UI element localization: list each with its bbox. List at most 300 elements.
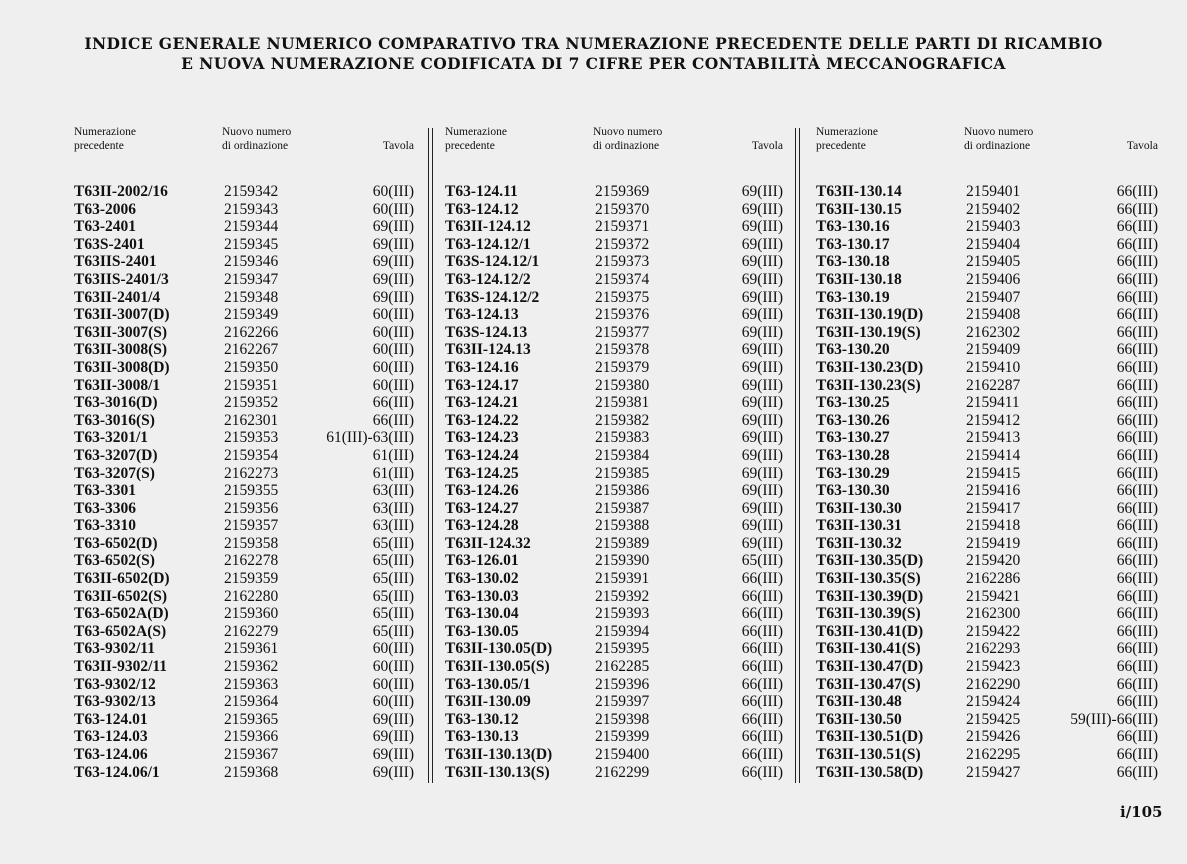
table-row	[816, 676, 1158, 694]
tavola-value: 66(III)	[741, 570, 783, 588]
new-order-number: 2162299	[595, 763, 650, 781]
previous-number: T63II-124.12	[445, 218, 531, 236]
tavola-value: 69(III)	[741, 464, 783, 482]
new-order-number: 2162267	[224, 341, 279, 359]
new-order-number: 2159386	[595, 482, 650, 500]
tavola-value: 69(III)	[741, 270, 783, 288]
tavola-value: 69(III)	[741, 446, 783, 464]
tavola-value: 69(III)	[741, 288, 783, 306]
tavola-value: 65(III)	[741, 552, 783, 570]
previous-number: T63II-130.39(D)	[816, 587, 924, 605]
table-row	[816, 465, 1158, 483]
tavola-value: 60(III)	[372, 376, 414, 394]
rows-column-3	[816, 183, 1158, 781]
previous-number: T63-124.03	[74, 728, 148, 746]
tavola-value: 66(III)	[1116, 358, 1158, 376]
table-row	[816, 658, 1158, 676]
previous-number: T63-124.01	[74, 710, 148, 728]
table-row	[445, 535, 783, 553]
tavola-value: 69(III)	[372, 288, 414, 306]
previous-number: T63S-124.12/1	[445, 253, 540, 271]
header-new-order-number: Nuovo numero di ordinazione	[222, 126, 292, 152]
tavola-value: 60(III)	[372, 358, 414, 376]
new-order-number: 2159427	[966, 763, 1021, 781]
table-row	[445, 218, 783, 236]
tavola-value: 66(III)	[1116, 464, 1158, 482]
previous-number: T63IIS-2401/3	[74, 270, 169, 288]
new-order-number: 2159410	[966, 358, 1021, 376]
table-row	[74, 306, 414, 324]
tavola-value: 66(III)	[1116, 218, 1158, 236]
new-order-number: 2159361	[224, 640, 279, 658]
table-row	[74, 236, 414, 254]
table-row	[445, 588, 783, 606]
previous-number: T63-130.26	[816, 411, 890, 429]
tavola-value: 65(III)	[372, 605, 414, 623]
previous-number: T63-124.13	[445, 306, 519, 324]
previous-number: T63-124.28	[445, 517, 519, 535]
table-row	[445, 658, 783, 676]
previous-number: T63-3301	[74, 482, 136, 500]
table-row	[445, 377, 783, 395]
table-row	[816, 359, 1158, 377]
previous-number: T63-3207(S)	[74, 464, 155, 482]
new-order-number: 2159384	[595, 446, 650, 464]
previous-number: T63II-130.19(D)	[816, 306, 924, 324]
table-row	[445, 517, 783, 535]
header-tavola: Tavola	[382, 140, 414, 152]
previous-number: T63II-130.09	[445, 693, 531, 711]
tavola-value: 60(III)	[372, 183, 414, 200]
table-row	[816, 623, 1158, 641]
new-order-number: 2162290	[966, 675, 1021, 693]
tavola-value: 69(III)	[741, 183, 783, 200]
tavola-value: 66(III)	[741, 640, 783, 658]
new-order-number: 2159359	[224, 570, 279, 588]
new-order-number: 2159342	[224, 183, 279, 200]
table-row	[74, 447, 414, 465]
table-row	[445, 570, 783, 588]
header-previous-numbering: Numerazione precedente	[445, 126, 507, 152]
table-row	[445, 500, 783, 518]
tavola-value: 60(III)	[372, 341, 414, 359]
page-number: i/105	[1120, 803, 1163, 821]
tavola-value: 66(III)	[741, 693, 783, 711]
previous-number: T63II-3007(D)	[74, 306, 170, 324]
table-row	[445, 640, 783, 658]
previous-number: T63II-130.48	[816, 693, 902, 711]
tavola-value: 66(III)	[741, 658, 783, 676]
tavola-value: 63(III)	[372, 482, 414, 500]
new-order-number: 2159375	[595, 288, 650, 306]
table-row	[816, 306, 1158, 324]
tavola-value: 66(III)	[1116, 341, 1158, 359]
new-order-number: 2159380	[595, 376, 650, 394]
header-new-order-number: Nuovo numero di ordinazione	[964, 126, 1034, 152]
header-tavola: Tavola	[1126, 140, 1158, 152]
previous-number: T63-126.01	[445, 552, 519, 570]
new-order-number: 2159388	[595, 517, 650, 535]
table-row	[74, 359, 414, 377]
tavola-value: 66(III)	[741, 763, 783, 781]
new-order-number: 2159387	[595, 499, 650, 517]
tavola-value: 69(III)	[741, 394, 783, 412]
previous-number: T63-3016(S)	[74, 411, 155, 429]
table-row	[74, 429, 414, 447]
tavola-value: 66(III)	[372, 411, 414, 429]
tavola-value: 66(III)	[1116, 323, 1158, 341]
tavola-value: 66(III)	[1116, 499, 1158, 517]
new-order-number: 2159352	[224, 394, 279, 412]
new-order-number: 2159404	[966, 235, 1021, 253]
rows-column-2	[445, 183, 783, 781]
rows-column-1	[74, 183, 414, 781]
tavola-value: 66(III)	[1116, 517, 1158, 535]
header-previous-numbering: Numerazione precedente	[74, 126, 136, 152]
table-row	[445, 676, 783, 694]
new-order-number: 2162285	[595, 658, 650, 676]
new-order-number: 2159377	[595, 323, 650, 341]
new-order-number: 2159383	[595, 429, 650, 447]
new-order-number: 2159389	[595, 534, 650, 552]
previous-number: T63II-130.13(D)	[445, 746, 553, 763]
table-row	[74, 623, 414, 641]
previous-number: T63II-9302/11	[74, 658, 168, 676]
new-order-number: 2159397	[595, 693, 650, 711]
table-row	[445, 746, 783, 764]
tavola-value: 66(III)	[1116, 482, 1158, 500]
new-order-number: 2159418	[966, 517, 1021, 535]
table-row	[74, 183, 414, 201]
previous-number: T63-124.22	[445, 411, 519, 429]
table-row	[816, 605, 1158, 623]
new-order-number: 2159358	[224, 534, 279, 552]
new-order-number: 2159347	[224, 270, 279, 288]
tavola-value: 66(III)	[1116, 640, 1158, 658]
new-order-number: 2159357	[224, 517, 279, 535]
tavola-value: 69(III)	[372, 710, 414, 728]
table-row	[445, 447, 783, 465]
tavola-value: 63(III)	[372, 517, 414, 535]
new-order-number: 2159381	[595, 394, 650, 412]
previous-number: T63-124.06/1	[74, 763, 160, 781]
previous-number: T63IIS-2401	[74, 253, 157, 271]
previous-number: T63-124.17	[445, 376, 519, 394]
previous-number: T63-130.29	[816, 464, 890, 482]
tavola-value: 60(III)	[372, 640, 414, 658]
table-row	[445, 359, 783, 377]
previous-number: T63-130.16	[816, 218, 890, 236]
tavola-value: 66(III)	[372, 394, 414, 412]
previous-number: T63II-130.51(D)	[816, 728, 924, 746]
tavola-value: 66(III)	[1116, 763, 1158, 781]
previous-number: T63II-130.41(D)	[816, 622, 924, 640]
tavola-value: 61(III)-63(III)	[326, 429, 414, 447]
previous-number: T63S-124.12/2	[445, 288, 540, 306]
previous-number: T63II-130.23(D)	[816, 358, 924, 376]
previous-number: T63II-2002/16	[74, 183, 168, 200]
previous-number: T63-124.12	[445, 200, 519, 218]
previous-number: T63-130.04	[445, 605, 519, 623]
tavola-value: 69(III)	[372, 270, 414, 288]
table-row	[816, 429, 1158, 447]
table-row	[816, 728, 1158, 746]
new-order-number: 2162286	[966, 570, 1021, 588]
previous-number: T63II-130.47(S)	[816, 675, 921, 693]
new-order-number: 2159412	[966, 411, 1021, 429]
table-row	[816, 201, 1158, 219]
tavola-value: 66(III)	[1116, 728, 1158, 746]
column-divider-1	[428, 128, 429, 783]
new-order-number: 2159426	[966, 728, 1021, 746]
new-order-number: 2159374	[595, 270, 650, 288]
new-order-number: 2159401	[966, 183, 1021, 200]
tavola-value: 66(III)	[1116, 570, 1158, 588]
table-row	[74, 588, 414, 606]
new-order-number: 2159373	[595, 253, 650, 271]
table-row	[816, 253, 1158, 271]
table-row	[445, 482, 783, 500]
previous-number: T63-124.21	[445, 394, 519, 412]
table-row	[74, 640, 414, 658]
new-order-number: 2159360	[224, 605, 279, 623]
previous-number: T63-3306	[74, 499, 136, 517]
previous-number: T63-124.27	[445, 499, 519, 517]
table-row	[445, 465, 783, 483]
tavola-value: 69(III)	[741, 218, 783, 236]
tavola-value: 66(III)	[1116, 693, 1158, 711]
previous-number: T63S-124.13	[445, 323, 528, 341]
table-row	[816, 552, 1158, 570]
tavola-value: 66(III)	[1116, 587, 1158, 605]
new-order-number: 2159416	[966, 482, 1021, 500]
previous-number: T63-6502A(S)	[74, 622, 167, 640]
tavola-value: 66(III)	[1116, 183, 1158, 200]
previous-number: T63-130.05	[445, 622, 519, 640]
tavola-value: 66(III)	[1116, 429, 1158, 447]
previous-number: T63-2006	[74, 200, 136, 218]
table-row	[445, 306, 783, 324]
new-order-number: 2159405	[966, 253, 1021, 271]
table-row	[74, 746, 414, 764]
new-order-number: 2159355	[224, 482, 279, 500]
previous-number: T63II-130.58(D)	[816, 763, 924, 781]
previous-number: T63-3207(D)	[74, 446, 158, 464]
tavola-value: 60(III)	[372, 693, 414, 711]
previous-number: T63II-130.47(D)	[816, 658, 924, 676]
table-row	[74, 552, 414, 570]
tavola-value: 66(III)	[1116, 411, 1158, 429]
new-order-number: 2159399	[595, 728, 650, 746]
table-row	[445, 341, 783, 359]
new-order-number: 2159396	[595, 675, 650, 693]
table-row	[445, 271, 783, 289]
table-row	[816, 289, 1158, 307]
new-order-number: 2159372	[595, 235, 650, 253]
previous-number: T63II-130.05(S)	[445, 658, 550, 676]
previous-number: T63-9302/13	[74, 693, 156, 711]
new-order-number: 2159343	[224, 200, 279, 218]
tavola-value: 66(III)	[1116, 306, 1158, 324]
tavola-value: 65(III)	[372, 570, 414, 588]
tavola-value: 66(III)	[741, 605, 783, 623]
table-row	[74, 693, 414, 711]
new-order-number: 2159379	[595, 358, 650, 376]
table-row	[816, 377, 1158, 395]
table-row	[816, 588, 1158, 606]
tavola-value: 69(III)	[741, 200, 783, 218]
table-row	[816, 271, 1158, 289]
new-order-number: 2159402	[966, 200, 1021, 218]
new-order-number: 2159376	[595, 306, 650, 324]
previous-number: T63II-130.18	[816, 270, 902, 288]
new-order-number: 2159398	[595, 710, 650, 728]
tavola-value: 66(III)	[741, 675, 783, 693]
document-title-line-2: E NUOVA NUMERAZIONE CODIFICATA DI 7 CIFRE PER CONTABILITÀ MECCANOGRAFICA	[181, 54, 1006, 73]
previous-number: T63-130.27	[816, 429, 890, 447]
tavola-value: 60(III)	[372, 658, 414, 676]
table-row	[445, 764, 783, 782]
previous-number: T63II-130.51(S)	[816, 746, 921, 763]
previous-number: T63-6502(D)	[74, 534, 158, 552]
tavola-value: 66(III)	[741, 746, 783, 763]
tavola-value: 66(III)	[1116, 270, 1158, 288]
table-row	[74, 728, 414, 746]
new-order-number: 2159394	[595, 622, 650, 640]
tavola-value: 60(III)	[372, 323, 414, 341]
previous-number: T63-130.17	[816, 235, 890, 253]
new-order-number: 2162266	[224, 323, 279, 341]
previous-number: T63II-130.35(S)	[816, 570, 921, 588]
table-row	[74, 658, 414, 676]
table-row	[816, 500, 1158, 518]
table-row	[816, 218, 1158, 236]
previous-number: T63II-3008(S)	[74, 341, 168, 359]
new-order-number: 2159356	[224, 499, 279, 517]
tavola-value: 65(III)	[372, 622, 414, 640]
previous-number: T63II-130.50	[816, 710, 902, 728]
previous-number: T63-124.06	[74, 746, 148, 763]
tavola-value: 69(III)	[741, 517, 783, 535]
new-order-number: 2159367	[224, 746, 279, 763]
table-row	[816, 412, 1158, 430]
previous-number: T63II-130.14	[816, 183, 902, 200]
previous-number: T63-130.03	[445, 587, 519, 605]
tavola-value: 66(III)	[1116, 675, 1158, 693]
previous-number: T63II-3008/1	[74, 376, 161, 394]
table-row	[445, 324, 783, 342]
previous-number: T63II-6502(D)	[74, 570, 170, 588]
tavola-value: 69(III)	[741, 534, 783, 552]
new-order-number: 2159370	[595, 200, 650, 218]
tavola-value: 69(III)	[372, 746, 414, 763]
tavola-value: 69(III)	[372, 253, 414, 271]
tavola-value: 66(III)	[741, 710, 783, 728]
table-row	[816, 640, 1158, 658]
new-order-number: 2159350	[224, 358, 279, 376]
previous-number: T63-124.23	[445, 429, 519, 447]
new-order-number: 2159392	[595, 587, 650, 605]
previous-number: T63II-130.23(S)	[816, 376, 921, 394]
previous-number: T63-124.16	[445, 358, 519, 376]
table-row	[445, 429, 783, 447]
new-order-number: 2159421	[966, 587, 1021, 605]
new-order-number: 2159363	[224, 675, 279, 693]
tavola-value: 66(III)	[1116, 746, 1158, 763]
table-row	[816, 764, 1158, 782]
tavola-value: 66(III)	[1116, 658, 1158, 676]
new-order-number: 2159369	[595, 183, 650, 200]
tavola-value: 66(III)	[741, 622, 783, 640]
tavola-value: 69(III)	[741, 411, 783, 429]
previous-number: T63II-130.05(D)	[445, 640, 553, 658]
tavola-value: 69(III)	[741, 253, 783, 271]
previous-number: T63-3201/1	[74, 429, 149, 447]
new-order-number: 2159407	[966, 288, 1021, 306]
previous-number: T63II-3007(S)	[74, 323, 168, 341]
table-row	[445, 236, 783, 254]
new-order-number: 2159371	[595, 218, 650, 236]
previous-number: T63-130.28	[816, 446, 890, 464]
new-order-number: 2162287	[966, 376, 1021, 394]
table-row	[445, 412, 783, 430]
previous-number: T63II-130.41(S)	[816, 640, 921, 658]
table-row	[445, 623, 783, 641]
table-row	[74, 676, 414, 694]
new-order-number: 2162280	[224, 587, 279, 605]
previous-number: T63S-2401	[74, 235, 145, 253]
new-order-number: 2162302	[966, 323, 1021, 341]
new-order-number: 2159345	[224, 235, 279, 253]
new-order-number: 2159419	[966, 534, 1021, 552]
tavola-value: 60(III)	[372, 675, 414, 693]
table-row	[74, 253, 414, 271]
previous-number: T63-124.12/1	[445, 235, 531, 253]
header-previous-numbering: Numerazione precedente	[816, 126, 878, 152]
previous-number: T63II-124.13	[445, 341, 531, 359]
tavola-value: 61(III)	[372, 464, 414, 482]
table-row	[445, 253, 783, 271]
tavola-value: 66(III)	[1116, 622, 1158, 640]
table-row	[74, 201, 414, 219]
table-row	[74, 341, 414, 359]
previous-number: T63-3310	[74, 517, 136, 535]
new-order-number: 2159395	[595, 640, 650, 658]
tavola-value: 69(III)	[741, 429, 783, 447]
tavola-value: 69(III)	[372, 763, 414, 781]
previous-number: T63II-130.15	[816, 200, 902, 218]
tavola-value: 69(III)	[741, 306, 783, 324]
table-row	[445, 711, 783, 729]
previous-number: T63II-130.39(S)	[816, 605, 921, 623]
new-order-number: 2159425	[966, 710, 1021, 728]
tavola-value: 66(III)	[741, 728, 783, 746]
new-order-number: 2159348	[224, 288, 279, 306]
new-order-number: 2159414	[966, 446, 1021, 464]
new-order-number: 2159362	[224, 658, 279, 676]
previous-number: T63II-130.31	[816, 517, 902, 535]
tavola-value: 60(III)	[372, 306, 414, 324]
table-row	[816, 236, 1158, 254]
previous-number: T63II-124.32	[445, 534, 531, 552]
table-row	[816, 394, 1158, 412]
tavola-value: 69(III)	[372, 728, 414, 746]
table-row	[74, 482, 414, 500]
table-row	[445, 201, 783, 219]
tavola-value: 66(III)	[1116, 446, 1158, 464]
previous-number: T63-130.18	[816, 253, 890, 271]
new-order-number: 2159346	[224, 253, 279, 271]
